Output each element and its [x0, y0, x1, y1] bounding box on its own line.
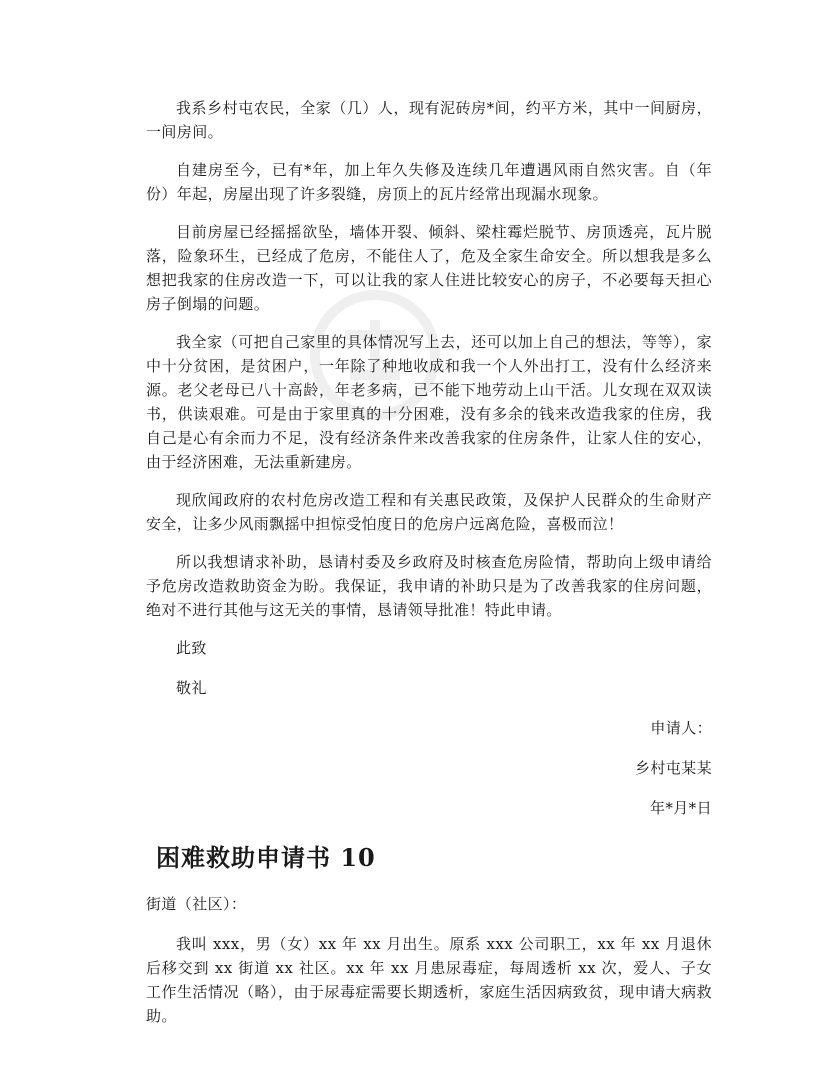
paragraph-family-situation: 我全家（可把自己家里的具体情况写上去，还可以加上自己的想法，等等），家中十分贫困，是贫困户，一年除了种地收成和我一个人外出打工，没有什么经济来源。老父老母已八十高龄，年老多病，已不能下地劳动上山干活。儿女现在双双读书，供读艰难。可是由于家里真的十分困难，没有多余的钱来改造我家的住房，我自己是心有余而力不足，没有经济条件来改善我家的住房条件，让家人住的安心，由于经济困难，无法重新建房。	[146, 333, 712, 471]
document-page	[146, 96, 712, 1042]
date-line: 年*月*日	[649, 799, 712, 817]
applicant-name: 乡村屯某某	[634, 759, 712, 777]
address-line: 街道（社区）：	[146, 895, 247, 913]
salute-text: 敬礼	[176, 679, 207, 697]
closing-text: 此致	[176, 639, 207, 657]
paragraph-household: 我系乡村屯农民，全家（几）人，现有泥砖房*间，约平方米，其中一间厨房，一间房间。	[146, 99, 712, 141]
paragraph-illness: 我叫 xxx，男（女）xx 年 xx 月出生。原系 xxx 公司职工，xx 年 xx 月退休后移交到 xx 街道 xx 社区。xx 年 xx 月患尿毒症，每周透析 xx 次，爱人、子女工作生活情况（略），由于尿毒症需要长期透析，家庭生活因病致贫，现申请大病救助。	[146, 935, 712, 1025]
paragraph-policy: 现欣闻政府的农村危房改造工程和有关惠民政策，及保护人民群众的生命财产安全，让多少风雨飘摇中担惊受怕度日的危房户远离危险，喜极而泣！	[146, 491, 712, 533]
paragraph-house-condition: 目前房屋已经摇摇欲坠，墙体开裂、倾斜、梁柱霉烂脱节、房顶透亮，瓦片脱落，险象环生，已经成了危房，不能住人了，危及全家生命安全。所以想我是多么想把我家的住房改造一下，可以让我的家人住进比较安心的房子，不必要每天担心房子倒塌的问题。	[146, 223, 712, 313]
paragraph-request: 所以我想请求补助，恳请村委及乡政府及时核查危房险情，帮助向上级申请给予危房改造救助资金为盼。我保证，我申请的补助只是为了改善我家的住房问题，绝对不进行其他与这无关的事情，恳请领导批准！特此申请。	[146, 553, 712, 619]
paragraph-house-history: 自建房至今，已有*年，加上年久失修及连续几年遭遇风雨自然灾害。自（年份）年起，房屋出现了许多裂缝，房顶上的瓦片经常出现漏水现象。	[146, 161, 712, 203]
applicant-label: 申请人：	[650, 719, 712, 737]
section-heading: 困难救助申请书 10	[156, 843, 376, 872]
